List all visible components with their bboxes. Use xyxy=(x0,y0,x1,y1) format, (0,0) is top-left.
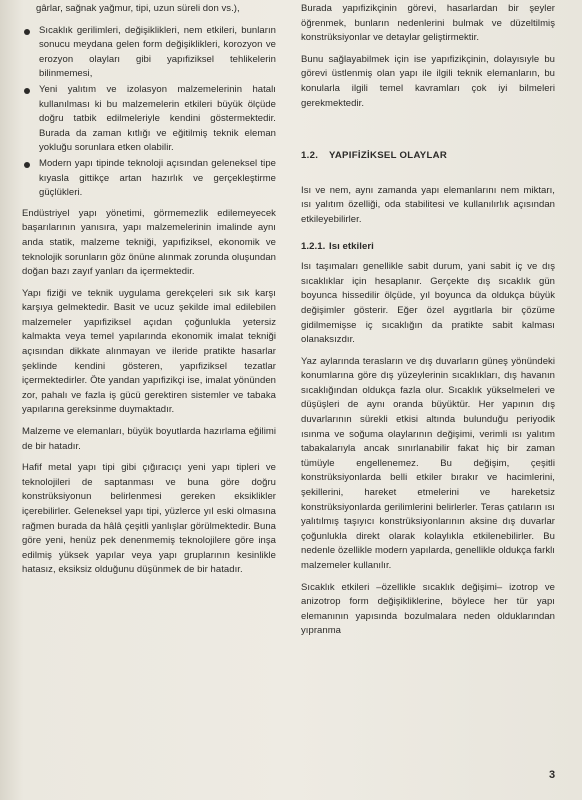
body-paragraph: Burada yapıfizikçinin görevi, hasarlardan bir şeyler öğrenmek, bunların nedenlerini bulmak ve düzeltilmiş konstrüksiyonlar ve detaylar geliştirmektir. xyxy=(301,3,555,44)
page-number: 3 xyxy=(549,769,556,781)
body-paragraph: Bunu sağlayabilmek için ise yapıfizikçinin, dolayısıyle bu görevi üstlenmiş olan yapı ile ilgili teknik elemanların, bu konularla ilgili temel kavramları çok iyi bilmeleri gerekmektedir. xyxy=(301,53,555,109)
section-number: 1.2. xyxy=(301,150,319,162)
body-paragraph: Sıcaklık etkileri –özellikle sıcaklık değişimi– izotrop ve anizotrop form değişikliklerine, böylece her tür yapı elemanının yapısında bozulmalara neden olduklarından yıpranma xyxy=(301,581,555,637)
body-paragraph: Yaz aylarında terasların ve dış duvarların güneş yönündeki konumlarına göre dış yüzeylerinin sıcaklıkları, dış havanın sıcaklığından oldukça fazla olur. Sıcaklık yükselmeleri ve düşüşleri de aynı oranda büyüktür. Her yapının dış duvarlarının sürekli etkisi altında bulunduğu periyodik ısınma ve soğuma olaylarının değişimi, verimli ısı yalıtım tabakalarıyla ancak sınırlanabilir fakat hiç bir zaman tümüyle engellenemez. Bu değişim, çeşitli konstrüksiyonlarda belli etkiler bırakır ve hacimlerini, şekillerini, hareket etmelerini ve hareketsiz konstrüksiyonlarda gerilimlerini belirlerler. Teras çatıların ısı yalıtılmış taşıyıcı konstrüksiyonlarının aksine dış duvarlar çoğunlukla direkt olarak kolaylıkla etkilenebilirler. Bu nedenle özellikle modern yapılarda, genellikle oldukça farklı malzemeler kullanılır. xyxy=(301,355,555,571)
subsection-title: Isı etkileri xyxy=(329,240,374,252)
left-column xyxy=(22,2,276,585)
bullet-item: Yeni yalıtım ve izolasyon malzemelerinin hatalı kullanılması ki bu malzemelerin etkileri büyük ölçüde doğru tatbik edilmeleriyle kendini göstermektedir. Burada da zaman kıtlığı ve eğitilmiş teknik eleman yokluğu sorunlara etken olabilir. xyxy=(22,83,276,156)
body-paragraph: Yapı fiziği ve teknik uygulama gerekçeleri sık sık karşı karşıya gelmektedir. Basit ve ucuz şekilde imal edilebilen malzemeler yapıfiziksel açıdan çoğunlukla yetersiz kalmakta veya temel yapılarında ekonomik imalat tekniği açısından dikkate alınmayan ve ileride pratikte hasarlar şeklinde kendini gösteren, yapıfiziksel tezatlar içermektedirler. Öte yandan yapıfizikçi ise, imalat yönünden zor, pahalı ve fazla iş gücü gerektiren sistemler ve tabaka yapılarına gereksinme duymaktadır. xyxy=(22,287,276,416)
right-column xyxy=(301,2,555,646)
left-continuation-text: gârlar, sağnak yağmur, tipi, uzun süreli don vs.), xyxy=(36,3,240,14)
section-intro: Isı ve nem, aynı zamanda yapı elemanlarını nem miktarı, ısı yalıtım özelliği, oda stabilitesi ve kullanılırlık açısından etkileyebilirler. xyxy=(301,184,555,225)
section-title: YAPIFİZİKSEL OLAYLAR xyxy=(329,150,448,162)
bullet-dot-icon xyxy=(24,88,30,94)
body-paragraph: Endüstriyel yapı yönetimi, görmemezlik edilemeyecek başarılarının yanısıra, yapı malzemelerinin imalinde aynı anda statik, malzeme tekniği, yapıfiziksel, ekonomik ve teknolojik sorunların göz önüne alınmak zorunda oluşundan doğan bazı zayıf yanları da içermektedir. xyxy=(22,207,276,278)
subsection-heading xyxy=(301,240,555,255)
bullet-dot-icon xyxy=(24,162,30,168)
bullet-item: Modern yapı tipinde teknoloji açısından geleneksel tipe kıyasla gittikçe artan hazırlık ve gerçekleştirme güçlükleri. xyxy=(22,157,276,201)
body-paragraph: Malzeme ve elemanları, büyük boyutlarda hazırlama eğilimi de bir hatadır. xyxy=(22,426,276,452)
subsection-number: 1.2.1. xyxy=(301,240,326,252)
section-heading xyxy=(301,149,555,164)
bullet-list xyxy=(22,24,276,201)
bullet-item: Sıcaklık gerilimleri, değişiklikleri, nem etkileri, bunların sonucu meydana gelen form değişiklikleri, korozyon ve erozyon olayları gibi yapıfiziksel tehlikelerin bilinmemesi, xyxy=(22,24,276,82)
body-paragraph: Isı taşımaları genellikle sabit durum, yani sabit iç ve dış sıcaklıklar için hesaplanır. Gerçekte dış sıcaklık gün boyunca hissedilir ölçüde, yıl boyunca da oldukça büyük değişimler gösterir. Eğer özel aygıtlarla bir çözüme gidilmemişse iç sıcaklığın da pratikte sabit kalması olanaksızdır. xyxy=(301,261,555,346)
body-paragraph: Hafif metal yapı tipi gibi çığıracıçı yeni yapı tipleri ve teknolojileri de saptanması ve buna göre doğru konstrüksiyonun belirlenmesi gereken eksiklikler içerebilirler. Geleneksel yapı tipi, yüzlerce yıl eski olmasına rağmen burada da hâlâ çeşitli yanlışlar görülmektedir. Buna göre yeni, henüz pek denenmemiş teknolojilere göre inşa edilmiş yüksek yapılar veya yapı gruplarının kesinlikle hatasız, eksiksiz olduğunu düşünmek de bir hatadır. xyxy=(22,462,276,576)
bullet-dot-icon xyxy=(24,29,30,35)
